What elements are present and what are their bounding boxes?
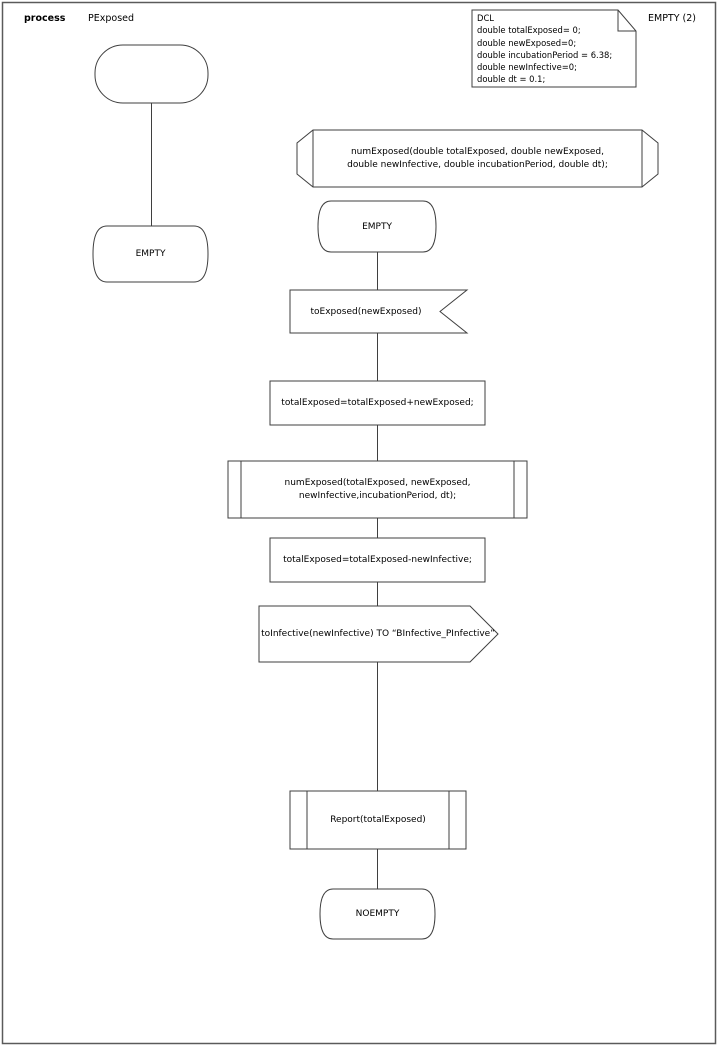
output-signal-node[interactable]: [257, 606, 499, 662]
state-noempty-label: NOEMPTY: [355, 909, 400, 919]
procedure-declaration-node[interactable]: [299, 130, 656, 187]
process-kind-label: process: [24, 13, 66, 24]
input-signal-label: toExposed(newExposed): [310, 306, 422, 317]
dcl-line: double incubationPeriod = 6.38;: [477, 49, 613, 60]
task-add-label: totalExposed=totalExposed+newExposed;: [281, 398, 474, 408]
dcl-line: double newExposed=0;: [477, 37, 577, 48]
output-signal-label: toInfective(newInfective) TO “BInfective_PInfective”: [261, 629, 495, 639]
procedure-call-line2: newInfective,incubationPeriod, dt);: [298, 490, 457, 501]
dcl-note[interactable]: [477, 12, 633, 86]
procedure-declaration-line1: numExposed(double totalExposed, double newExposed,: [350, 146, 605, 157]
task-subtract-label: totalExposed=totalExposed-newInfective;: [283, 555, 472, 565]
dcl-line: double dt = 0.1;: [477, 74, 546, 85]
dcl-line: DCL: [477, 13, 494, 23]
task-subtract-node[interactable]: [270, 538, 485, 582]
process-name-label: PExposed: [88, 13, 135, 24]
state-noempty-node[interactable]: [320, 889, 435, 939]
state-empty-left-label: EMPTY: [135, 249, 166, 259]
report-call-node[interactable]: [292, 791, 464, 849]
state-empty-main-node[interactable]: [318, 201, 436, 252]
dcl-line: double totalExposed= 0;: [477, 25, 581, 36]
procedure-call-line1: numExposed(totalExposed, newExposed,: [284, 477, 471, 488]
task-add-node[interactable]: [270, 381, 485, 425]
report-call-label: Report(totalExposed): [330, 815, 426, 825]
input-signal-node[interactable]: [292, 290, 440, 333]
procedure-declaration-line2: double newInfective, double incubationPeriod, double dt);: [347, 159, 608, 170]
state-empty-left-node[interactable]: [93, 226, 208, 282]
start-node[interactable]: [95, 45, 208, 103]
procedure-call-node[interactable]: [243, 461, 512, 518]
page-name-label: EMPTY (2): [648, 13, 697, 24]
dcl-line: double newInfective=0;: [477, 62, 577, 73]
state-empty-main-label: EMPTY: [362, 221, 392, 232]
